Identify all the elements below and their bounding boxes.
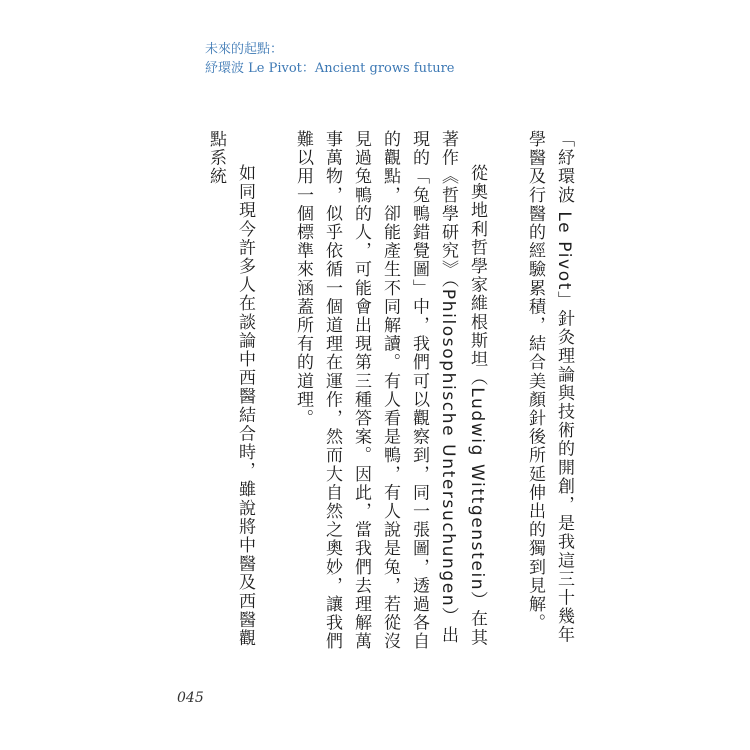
paragraph-intro: 「紓環波 Le Pivot」針灸理論與技術的開創，是我這三十幾年學醫及行醫的經驗累積，結合美顏針後所延伸出的獨到見解。 <box>525 130 574 645</box>
body-text <box>201 130 578 660</box>
chapter-subtitle: 紓環波 Le Pivot：Ancient grows future <box>205 61 455 76</box>
paragraph-integration: 如同現今許多人在談論中西醫結合時，雖說將中醫及西醫觀點系統 <box>206 130 255 648</box>
chapter-title: 未來的起點： <box>205 42 284 57</box>
paragraph-wittgenstein: 從奧地利哲學家維根斯坦（Ludwig Wittgenstein）在其著作《哲學研究》（Philosophische Untersuchungen）出現的「兔鴨錯覺圖」中，我們可以觀察到，同一張圖，透過各自的觀點，卻能產生不同解讀。有人看是鴨，有人說是兔，若從沒見過兔鴨的人，可能會出現第三種答案。因此，當我們去理解萬事萬物，似乎依循一個道理在運作，然而大自然之奧妙，讓我們難以用一個標準來涵蓋所有的道理。 <box>293 130 487 651</box>
page-number: 045 <box>177 690 204 706</box>
chapter-header <box>205 40 455 78</box>
